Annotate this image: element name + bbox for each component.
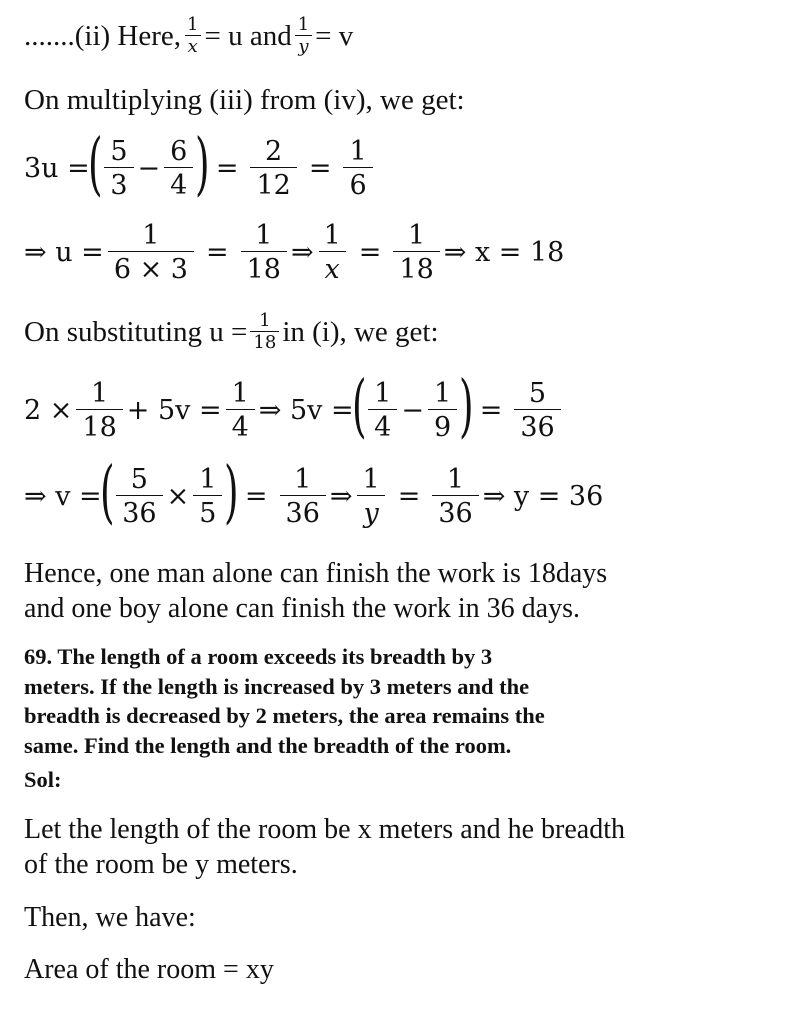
fraction-5-3 — [104, 135, 133, 201]
denominator: 18 — [76, 409, 122, 441]
denominator: 36 — [432, 495, 478, 527]
denominator: 18 — [393, 251, 439, 283]
denominator: 6 × 3 — [108, 251, 194, 283]
question-line: breadth is decreased by 2 meters, the area remains the — [24, 703, 545, 728]
fraction-1-y — [357, 463, 386, 529]
result-y: ⇒ y = 36 — [482, 480, 604, 512]
numerator: 1 — [297, 14, 310, 35]
implies-v: ⇒ v = — [24, 480, 102, 512]
numerator: 1 — [374, 377, 392, 409]
implies-arrow: ⇒ — [329, 480, 353, 512]
numerator: 1 — [433, 377, 452, 409]
line-substituting — [24, 312, 439, 352]
conclusion-line: Hence, one man alone can finish the work is 18days — [24, 558, 608, 589]
fraction-2-12 — [250, 135, 296, 201]
right-paren: ) — [195, 125, 210, 204]
denominator: x — [319, 251, 346, 283]
equals-sign: = — [308, 152, 332, 184]
fraction-1-6x3 — [108, 222, 194, 283]
solution-paragraph — [24, 812, 769, 882]
left-paren: ( — [87, 125, 103, 204]
plus-5v: + 5v = — [126, 394, 222, 426]
fraction-1-36 — [280, 463, 326, 529]
equals-u-text: = u and — [204, 19, 292, 52]
implies-u: ⇒ u = — [24, 237, 104, 268]
result-x: ⇒ x = 18 — [443, 237, 565, 268]
line-here-substitution — [24, 16, 353, 56]
fraction-1-36-b — [432, 463, 478, 529]
conclusion-paragraph — [24, 556, 769, 626]
equals-sign: = — [215, 152, 239, 184]
denominator: 18 — [250, 331, 279, 352]
denominator: 36 — [116, 495, 162, 527]
denominator: 36 — [280, 495, 326, 527]
multiplying-text: On multiplying (iii) from (iv), we get: — [24, 84, 465, 116]
denominator: 9 — [428, 409, 457, 441]
intro-text: .......(ii) Here, — [24, 19, 182, 52]
denominator: y — [295, 35, 311, 56]
fraction-1-18-small — [250, 312, 279, 352]
question-69 — [24, 642, 774, 760]
fraction-6-4 — [164, 135, 193, 201]
fraction-1-4 — [226, 377, 255, 443]
equals-sign: = — [244, 480, 268, 512]
numerator: 2 — [265, 135, 283, 167]
times-sign: × — [166, 480, 190, 512]
denominator: 4 — [164, 167, 193, 199]
right-paren: ) — [224, 453, 239, 532]
denominator: 36 — [514, 409, 560, 441]
denominator: y — [357, 495, 384, 527]
fraction-one-over-x — [184, 16, 201, 56]
fraction-1-6 — [343, 135, 372, 201]
denominator: 4 — [368, 409, 397, 441]
equals-sign: = — [205, 237, 229, 268]
fraction-1-18 — [241, 222, 287, 283]
numerator: 1 — [259, 310, 271, 331]
equation-v-value — [24, 453, 604, 532]
fraction-1-4-b — [368, 377, 397, 443]
line-multiplying — [24, 84, 465, 117]
fraction-1-18-b — [393, 222, 439, 283]
left-paren: ( — [99, 453, 115, 532]
numerator: 1 — [407, 220, 426, 251]
denominator: 4 — [226, 409, 255, 441]
numerator: 5 — [130, 463, 148, 495]
then-we-have: Then, we have: — [24, 902, 196, 933]
numerator: 1 — [362, 463, 380, 495]
denominator: 12 — [250, 167, 296, 199]
equals-sign: = — [479, 394, 503, 426]
denominator: x — [185, 35, 201, 56]
equals-sign: = — [397, 480, 421, 512]
equals-v-text: = v — [315, 19, 354, 52]
equation-3u — [24, 125, 377, 204]
numerator: 1 — [231, 377, 249, 409]
numerator: 1 — [446, 463, 465, 495]
substituting-text: On substituting u = — [24, 315, 248, 348]
minus-sign: − — [401, 394, 424, 426]
fraction-5-36 — [116, 463, 162, 529]
lhs-3u: 3u = — [24, 152, 90, 184]
minus-sign: − — [137, 152, 161, 184]
fraction-1-5 — [193, 463, 222, 529]
equals-sign: = — [358, 237, 382, 268]
question-line: 69. The length of a room exceeds its breadth by 3 — [24, 644, 493, 669]
numerator: 1 — [294, 463, 312, 495]
two-times: 2 × — [24, 394, 73, 426]
area-statement: Area of the room = xy — [24, 954, 274, 985]
numerator: 1 — [187, 14, 199, 35]
fraction-1-x — [318, 222, 347, 283]
numerator: 6 — [170, 135, 188, 167]
fraction-1-9 — [428, 377, 457, 443]
right-paren: ) — [459, 367, 474, 446]
denominator: 18 — [241, 251, 287, 283]
question-line: meters. If the length is increased by 3 meters and the — [24, 673, 530, 699]
numerator: 1 — [323, 220, 341, 251]
denominator: 5 — [193, 495, 222, 527]
numerator: 1 — [199, 463, 217, 495]
left-paren: ( — [351, 367, 367, 446]
numerator: 5 — [110, 135, 128, 167]
numerator: 5 — [528, 377, 547, 409]
conclusion-line: and one boy alone can finish the work in 36 days. — [24, 593, 580, 624]
fraction-5-36 — [514, 377, 560, 443]
denominator: 3 — [104, 167, 133, 199]
implies-5v: ⇒ 5v = — [258, 394, 354, 426]
numerator: 1 — [142, 220, 160, 251]
solution-header: Sol: — [24, 767, 62, 792]
question-line: same. Find the length and the breadth of the room. — [24, 732, 512, 758]
numerator: 1 — [349, 135, 367, 167]
equation-5v — [24, 367, 565, 446]
implies-arrow: ⇒ — [290, 237, 314, 268]
denominator: 6 — [343, 167, 372, 199]
numerator: 1 — [90, 377, 109, 409]
equation-u-value — [24, 222, 564, 283]
fraction-1-18 — [76, 377, 122, 443]
fraction-one-over-y — [295, 16, 312, 56]
solution-line: of the room be y meters. — [24, 849, 298, 880]
in-i-text: in (i), we get: — [282, 315, 439, 348]
solution-line: Let the length of the room be x meters and he breadth — [24, 814, 626, 845]
numerator: 1 — [255, 220, 273, 251]
